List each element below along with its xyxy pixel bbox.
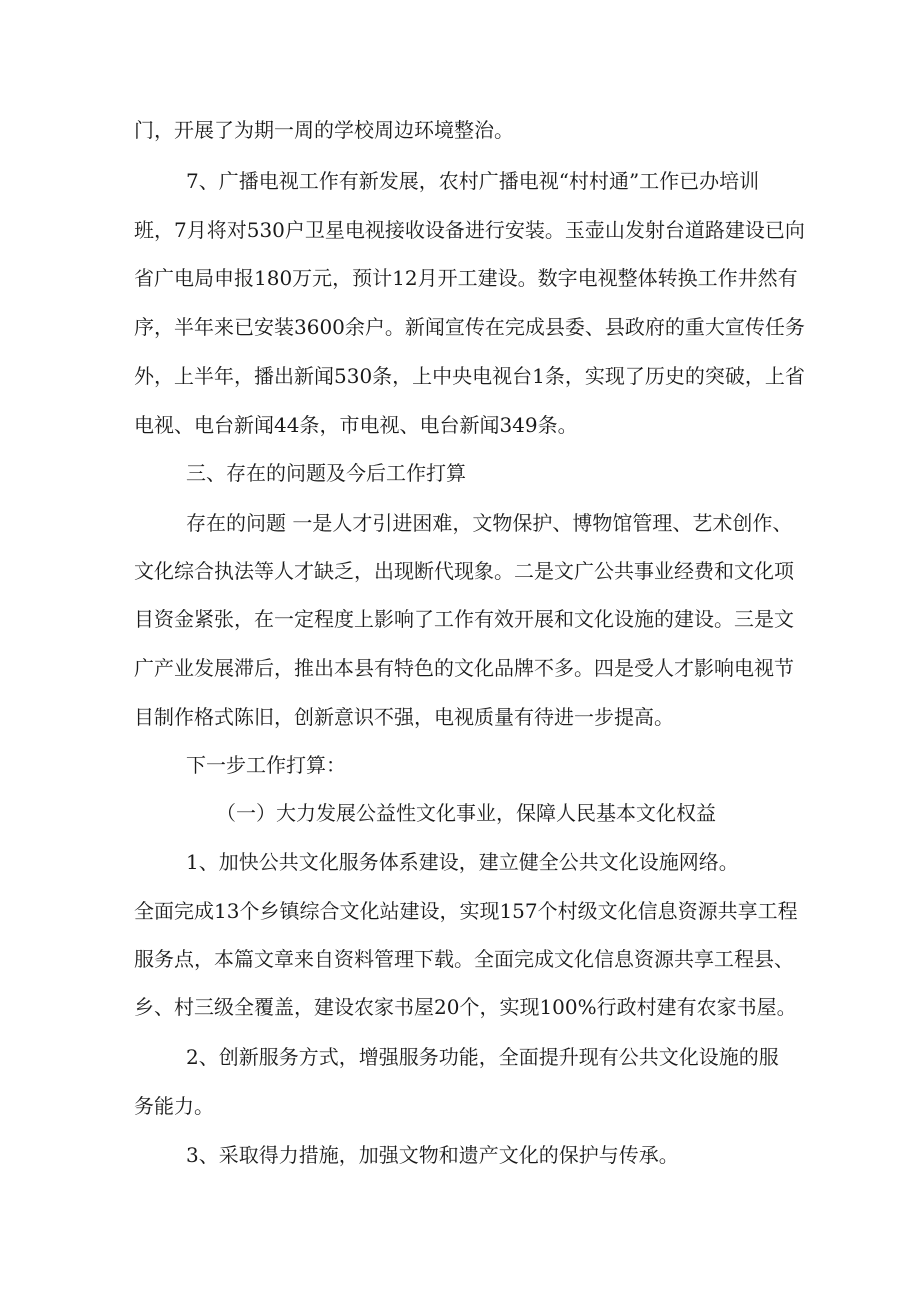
list-item: 2、创新服务方式，增强服务功能，全面提升现有公共文化设施的服	[186, 1045, 779, 1069]
paragraph-line: 班，7月将对530户卫星电视接收设备进行安装。玉壶山发射台道路建设已向	[134, 218, 805, 242]
subsection-heading: 下一步工作打算：	[186, 753, 346, 777]
paragraph-line: 务能力。	[134, 1094, 214, 1118]
list-item: 1、加快公共文化服务体系建设，建立健全公共文化设施网络。	[186, 850, 739, 874]
paragraph-line: 广产业发展滞后，推出本县有特色的文化品牌不多。四是受人才影响电视节	[134, 656, 794, 680]
paragraph-line: 文化综合执法等人才缺乏，出现断代现象。二是文广公共事业经费和文化项	[134, 559, 794, 583]
paragraph-line: 电视、电台新闻44条，市电视、电台新闻349条。	[134, 413, 578, 437]
paragraph-line: 乡、村三级全覆盖，建设农家书屋20个，实现100%行政村建有农家书屋。	[134, 995, 797, 1019]
paragraph-line: 目资金紧张，在一定程度上影响了工作有效开展和文化设施的建设。三是文	[134, 607, 794, 631]
subsection-heading: （一）大力发展公益性文化事业，保障人民基本文化权益	[216, 801, 716, 825]
paragraph-line: 门，开展了为期一周的学校周边环境整治。	[134, 118, 514, 142]
paragraph-line: 全面完成13个乡镇综合文化站建设，实现157个村级文化信息资源共享工程	[134, 899, 798, 923]
list-item: 3、采取得力措施，加强文物和遗产文化的保护与传承。	[186, 1143, 679, 1167]
paragraph-line: 存在的问题 一是人才引进困难，文物保护、博物馆管理、艺术创作、	[186, 511, 793, 535]
paragraph-line: 序，半年来已安装3600余户。新闻宣传在完成县委、县政府的重大宣传任务	[134, 315, 805, 339]
paragraph-line: 服务点，本篇文章来自资料管理下载。全面完成文化信息资源共享工程县、	[134, 947, 794, 971]
section-heading: 三、存在的问题及今后工作打算	[186, 461, 466, 485]
paragraph-line: 目制作格式陈旧，创新意识不强，电视质量有待进一步提高。	[134, 705, 674, 729]
paragraph-line: 7、广播电视工作有新发展，农村广播电视“村村通”工作已办培训	[186, 169, 760, 193]
paragraph-line: 外，上半年，播出新闻530条，上中央电视台1条，实现了历史的突破，上省	[134, 364, 805, 388]
paragraph-line: 省广电局申报180万元，预计12月开工建设。数字电视整体转换工作井然有	[134, 266, 798, 290]
